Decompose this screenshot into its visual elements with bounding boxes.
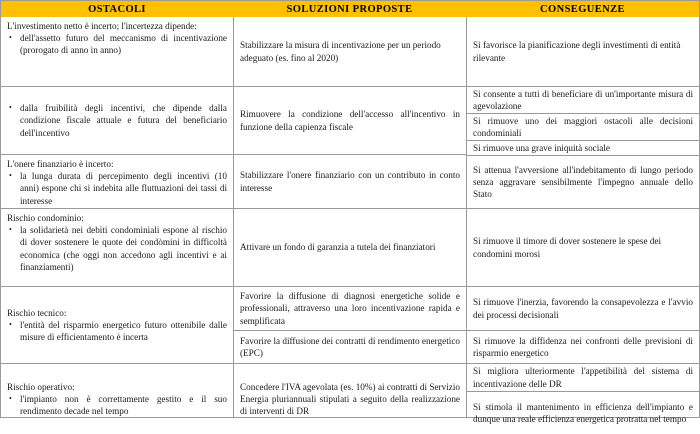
obstacle-cell-1 (1, 17, 233, 87)
solution-text-3: Stabilizzare l'onere finanziario con un contributo in conto interesse (240, 170, 460, 193)
list-item: • dell'assetto futuro del meccanismo di incentivazione (prorogato di anno in anno) (7, 32, 227, 56)
obstacle-bullets-6 (7, 393, 227, 417)
solution-text-2: Rimuovere la condizione dell'accesso all'incentivo in funzione della capienza fiscale (240, 109, 460, 132)
column-soluzioni-proposte (233, 17, 466, 417)
solution-text-6: Favorire la diffusione dei contratti di rendimento energetico (EPC) (240, 335, 460, 358)
list-item: • la lunga durata di percepimento degli incentivi (10 anni) espone chi si indebita alle fluttuazioni dei tassi di interesse (7, 170, 227, 207)
column-header-ostacoli: OSTACOLI (88, 3, 146, 15)
consequence-cell-2 (467, 87, 699, 114)
consequence-text-8: Si rimuove la diffidenza nei confronti delle previsioni di risparmio energetico (473, 335, 693, 358)
solution-cell-5 (234, 287, 466, 331)
consequence-cell-9 (467, 364, 699, 392)
obstacle-lead-3: L'onere finanziario è incerto: (7, 159, 114, 169)
consequence-cell-1 (467, 17, 699, 87)
consequence-text-3: Si rimuove uno dei maggiori ostacoli alle decisioni condominiali (473, 115, 693, 138)
obstacle-lead-1: L'investimento netto è incerto; l'incertezza dipende: (7, 21, 197, 31)
column-conseguenze (466, 17, 699, 424)
solution-text-4: Attivare un fondo di garanzia a tutela dei finanziatori (240, 242, 436, 253)
consequence-cell-7 (467, 287, 699, 331)
consequence-text-4: Si rimuove una grave iniquità sociale (473, 142, 611, 153)
consequence-cell-4 (467, 141, 699, 156)
solution-cell-2 (234, 87, 466, 155)
obstacle-cell-4 (1, 209, 233, 287)
obstacle-cell-6 (1, 364, 233, 434)
obstacle-cell-3 (1, 155, 233, 209)
consequence-cell-3 (467, 114, 699, 141)
obstacle-cell-5 (1, 287, 233, 364)
consequence-text-1: Si favorisce la pianificazione degli investimenti di entità rilevante (473, 40, 681, 63)
list-item: • l'entità del risparmio energetico futuro ottenibile dalle misure di efficientamento è incerta (7, 319, 227, 343)
consequence-text-10: Si stimola il mantenimento in efficienza dell'impianto e dunque una reale efficienza energetica protratta nel tempo (473, 401, 693, 424)
obstacle-bullets-4 (7, 224, 227, 273)
solution-cell-4 (234, 209, 466, 287)
obstacle-bullets-3 (7, 170, 227, 207)
solution-cell-1 (234, 17, 466, 87)
list-item: • la solidarietà nei debiti condominiali espone al rischio di dover sostenere le quote dei condòmini in difficoltà economica (che oggi non accedono agli incentivi e ai finanziamenti) (7, 224, 227, 273)
solution-text-7: Concedere l'IVA agevolata (es. 10%) ai contratti di Servizio Energia pluriannuali stipulati a seguito della realizzazione di interventi di DR (240, 381, 460, 417)
consequence-cell-6 (467, 209, 699, 287)
solution-cell-7 (234, 364, 466, 434)
obstacle-cell-2 (1, 87, 233, 155)
consequence-text-5: Si attenua l'avversione all'indebitamento di lungo periodo senza aggravare sensibilmente l'impegno annuale dello Stato (473, 164, 693, 200)
consequence-text-6: Si rimuove il timore di dover sostenere le spese dei condomini morosi (473, 236, 662, 259)
consequence-text-7: Si rimuove l'inerzia, favorendo la consapevolezza e l'avvio dei processi decisionali (473, 297, 693, 320)
column-ostacoli (1, 17, 233, 417)
column-header-soluzioni-proposte: SOLUZIONI PROPOSTE (286, 3, 413, 15)
obstacle-bullets-5 (7, 319, 227, 343)
column-header-conseguenze: CONSEGUENZE (540, 3, 625, 15)
obstacle-lead-5: Rischio tecnico: (7, 307, 67, 318)
obstacle-bullets-2 (7, 102, 227, 139)
consequence-text-2: Si consente a tutti di beneficiare di un'importante misura di agevolazione (473, 88, 693, 111)
solution-text-5: Favorire la diffusione di diagnosi energetiche solide e professionali, attraverso una loro incentivazione rapida e semplificata (240, 291, 460, 326)
list-item: • l'impianto non è correttamente gestito e il suo rendimento decade nel tempo (7, 393, 227, 417)
list-item: • dalla fruibilità degli incentivi, che dipende dalla condizione fiscale attuale e futura del beneficiario dell'incentivo (7, 102, 227, 139)
table-header-row (1, 1, 699, 17)
obstacle-lead-6: Rischio operativo: (7, 381, 75, 392)
consequence-text-9: Si migliora ulteriormente l'appetibilità del sistema di incentivazione delle DR (473, 366, 693, 389)
consequence-cell-8 (467, 331, 699, 364)
consequence-cell-10 (467, 392, 699, 434)
solution-cell-6 (234, 331, 466, 364)
solution-cell-3 (234, 155, 466, 209)
consequence-cell-5 (467, 156, 699, 209)
solution-text-1: Stabilizzare la misura di incentivazione per un periodo adeguato (es. fino al 2020) (240, 40, 441, 63)
obstacle-lead-4: Rischio condominio: (7, 213, 84, 223)
obstacle-bullets-1 (7, 32, 227, 56)
